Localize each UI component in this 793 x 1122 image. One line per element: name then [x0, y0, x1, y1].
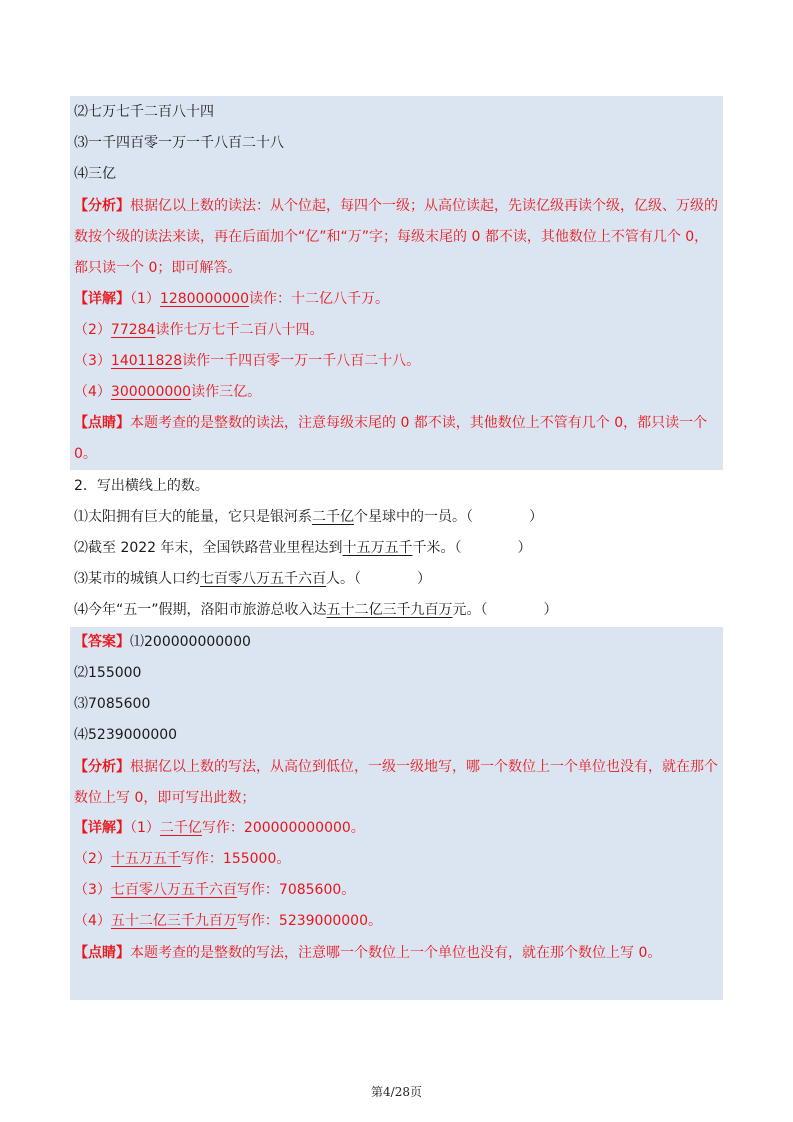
- point-tag: 【点睛】: [74, 945, 130, 961]
- detail-line-3: [74, 880, 355, 900]
- detail-words: 五十二亿三千九百万: [110, 913, 237, 929]
- analysis-text: 根据亿以上数的读法：从个位起，每四个一级；从高位读起，先读亿级再读个级，亿级、万级的数按个级的读法来读，再在后面加个“亿”和“万”字；每级末尾的 0 都不读，其他数位上不管有几个 0，都只读一个 0；即可解答。: [74, 198, 718, 276]
- question-keyword: 五十二亿三千九百万: [326, 602, 453, 618]
- question-text: ⑵截至 2022 年末，全国铁路营业里程达到: [74, 540, 343, 556]
- detail-line-2: [74, 320, 323, 340]
- point-text: 本题考查的是整数的读法，注意每级末尾的 0 都不读，其他数位上不管有几个 0，都只读一个 0。: [74, 415, 708, 462]
- analysis-text: 根据亿以上数的写法，从高位到低位，一级一级地写，哪一个数位上一个单位也没有，就在那个数位上写 0，即可写出此数；: [74, 759, 718, 806]
- question-item-1: [74, 507, 543, 527]
- analysis-tag: 【分析】: [74, 759, 130, 775]
- detail-number: 77284: [110, 322, 156, 338]
- detail-num: （2）: [74, 851, 111, 867]
- question-text: ⑷今年“五一”假期，洛阳市旅游总收入达: [74, 602, 327, 618]
- page-number: 第4/28页: [371, 1085, 422, 1099]
- analysis-paragraph: [74, 191, 719, 284]
- detail-tag: 【详解】: [74, 820, 130, 836]
- question-blank: 个星球中的一员。（ ）: [354, 509, 543, 525]
- question-item-3: [74, 569, 431, 589]
- answer-item-3: ⑶7085600: [74, 696, 151, 712]
- detail-num: （4）: [74, 913, 111, 929]
- question-item-4: [74, 600, 558, 620]
- analysis-tag: 【分析】: [74, 198, 130, 214]
- analysis-paragraph: [74, 752, 719, 814]
- detail-text: 读作一千四百零一万一千八百二十八。: [182, 353, 421, 369]
- detail-text: 写作：200000000000。: [201, 820, 365, 836]
- detail-line-4: [74, 911, 382, 931]
- question-text: ⑶某市的城镇人口约: [74, 571, 200, 587]
- question-blank: 人。（ ）: [326, 571, 431, 587]
- detail-number: 1280000000: [159, 291, 249, 307]
- detail-words: 十五万五千: [110, 851, 181, 867]
- detail-number: 300000000: [110, 384, 192, 400]
- detail-num: （3）: [74, 353, 111, 369]
- detail-num: （3）: [74, 882, 111, 898]
- point-tag: 【点睛】: [74, 415, 130, 431]
- detail-line-1: [74, 289, 389, 309]
- detail-text: 写作：5239000000。: [236, 913, 382, 929]
- answer-item-2: ⑵七万七千二百八十四: [74, 104, 214, 120]
- detail-text: 读作三亿。: [191, 384, 262, 400]
- detail-num: （1）: [130, 291, 160, 307]
- question-blank: 千米。（ ）: [412, 540, 532, 556]
- detail-tag: 【详解】: [74, 291, 130, 307]
- detail-text: 写作：155000。: [180, 851, 291, 867]
- detail-text: 读作七万七千二百八十四。: [155, 322, 324, 338]
- answer-item-3: ⑶一千四百零一万一千八百二十八: [74, 135, 284, 151]
- detail-line-3: [74, 351, 420, 371]
- question-title: 2．写出横线上的数。: [74, 478, 209, 494]
- detail-num: （1）: [130, 820, 160, 836]
- detail-line-1: [74, 818, 365, 838]
- question-keyword: 七百零八万五千六百: [200, 571, 326, 587]
- detail-line-4: [74, 382, 261, 402]
- answer-item-2: ⑵155000: [74, 665, 142, 681]
- detail-words: 七百零八万五千六百: [110, 882, 237, 898]
- detail-words: 二千亿: [159, 820, 202, 836]
- detail-text: 写作：7085600。: [236, 882, 356, 898]
- detail-number: 14011828: [110, 353, 183, 369]
- question-blank: 元。（ ）: [452, 602, 558, 618]
- detail-line-2: [74, 849, 290, 869]
- answer-item-1: [74, 632, 251, 652]
- detail-num: （4）: [74, 384, 111, 400]
- point-text: 本题考查的是整数的写法，注意哪一个数位上一个单位也没有，就在那个数位上写 0。: [130, 945, 662, 961]
- question-keyword: 十五万五千: [342, 540, 413, 556]
- answer-item-4: ⑷三亿: [74, 166, 116, 182]
- question-keyword: 二千亿: [312, 509, 354, 525]
- detail-num: （2）: [74, 322, 111, 338]
- answer-item-4: ⑷5239000000: [74, 727, 178, 743]
- detail-text: 读作：十二亿八千万。: [249, 291, 389, 307]
- question-item-2: [74, 538, 532, 558]
- answer-tag: 【答案】: [74, 634, 130, 650]
- question-text: ⑴太阳拥有巨大的能量，它只是银河系: [74, 509, 312, 525]
- answer-value: ⑴200000000000: [130, 634, 251, 650]
- point-paragraph: [74, 938, 719, 969]
- point-paragraph: [74, 408, 719, 470]
